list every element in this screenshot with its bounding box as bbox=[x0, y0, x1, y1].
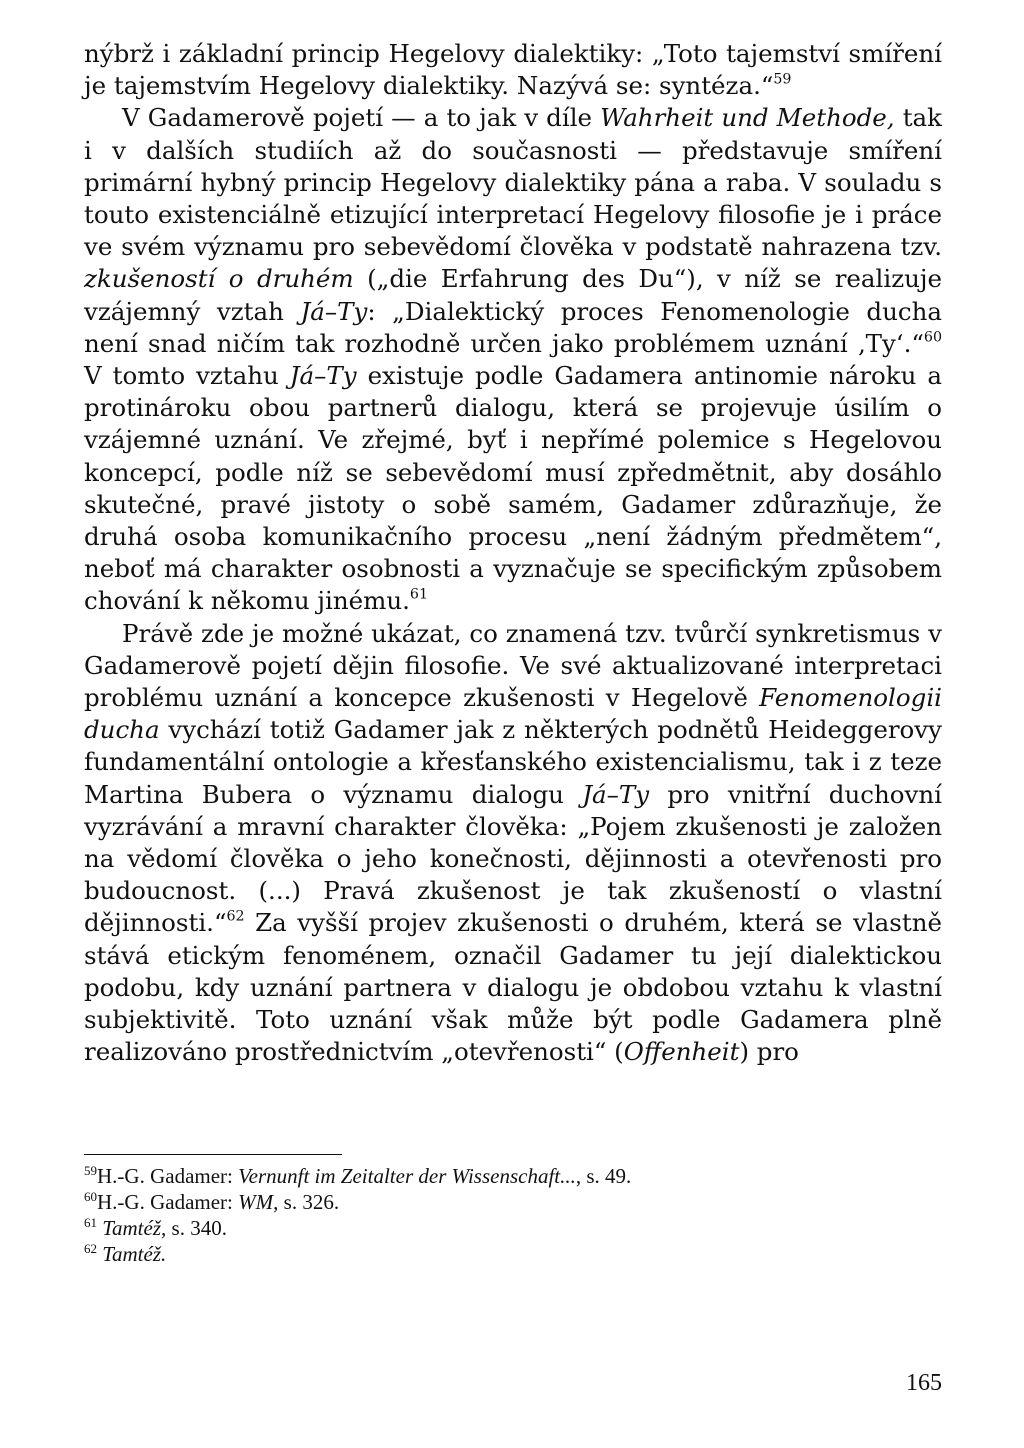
italic-ja-ty: Já–Ty bbox=[289, 361, 357, 391]
italic-title-wahrheit: Wahrheit und Methode, bbox=[600, 103, 895, 133]
footnote-title: Tamtéž. bbox=[102, 1242, 167, 1266]
footnote-page: , s. 49. bbox=[575, 1164, 632, 1188]
footnote-59 bbox=[84, 1163, 942, 1189]
text-run: („die Erfahrung des Du“), v níž se realizuje vzájemný vztah bbox=[84, 264, 942, 326]
footnote-author: H.-G. Gadamer: bbox=[97, 1190, 233, 1214]
footnote-number: 62 bbox=[84, 1241, 98, 1257]
text-run: vychází totiž Gadamer jak z některých podnětů Heideggerovy fundamentální ontologie a křesťanského existencialismu, tak i z teze Martina Bubera o významu dialogu bbox=[84, 715, 942, 809]
footnote-page: s. 326. bbox=[283, 1190, 340, 1214]
footnote-61 bbox=[84, 1215, 942, 1241]
footnote-62 bbox=[84, 1241, 942, 1267]
text-run: pro vnitřní duchovní vyzrávání a mravní charakter člověka: „Pojem zkušenosti je založen na vědomí člověka o jeho konečnosti, dějinnosti a otevřenosti pro budoucnost. (...) Pravá zkušenost je tak zkušeností o vlastní dějinnosti.“ bbox=[84, 779, 942, 938]
footnote-divider bbox=[84, 1154, 342, 1155]
footnote-ref-59[interactable]: 59 bbox=[773, 71, 792, 88]
page-number: 165 bbox=[906, 1370, 942, 1396]
paragraph-2 bbox=[84, 618, 942, 1069]
text-run: tak i v dalších studiích až do současnosti — představuje smíření primární hybný princip Hegelovy dialektiky pána a raba. V souladu s touto existenciálně etizující interpretací Hegelovy filosofie je i práce ve svém významu pro sebevědomí člověka v podstatě nahrazena tzv. bbox=[84, 103, 942, 262]
italic-ja-ty: Já–Ty bbox=[300, 296, 368, 326]
footnote-number: 59 bbox=[84, 1163, 98, 1179]
italic-ja-ty: Já–Ty bbox=[582, 779, 650, 809]
footnote-ref-62[interactable]: 62 bbox=[226, 908, 245, 925]
footnote-number: 61 bbox=[84, 1215, 98, 1231]
italic-offenheit: Offenheit bbox=[623, 1037, 740, 1067]
italic-term: zkušeností o druhém bbox=[84, 264, 354, 294]
text-run: ) pro bbox=[739, 1037, 799, 1067]
footnote-number: 60 bbox=[84, 1189, 98, 1205]
footnote-title: Tamtéž, bbox=[102, 1216, 167, 1240]
main-text bbox=[84, 38, 942, 1069]
footnote-title: WM, bbox=[238, 1190, 279, 1214]
paragraph-1 bbox=[84, 38, 942, 618]
text-run: Za vyšší projev zkušenosti o druhém, která se vlastně stává etickým fenoménem, označil Gadamer tu její dialektickou podobu, kdy uznání partnera v dialogu je obdobou vztahu k vlastní subjektivitě. Toto uznání však může být podle Gadamera plně realizováno prostřednictvím „otevřenosti“ ( bbox=[84, 908, 942, 1067]
footnote-title: Vernunft im Zeitalter der Wissenschaft... bbox=[238, 1164, 576, 1188]
text-run: existuje podle Gadamera antinomie nároku a protinároku obou partnerů dialogu, která se projevuje úsilím o vzájemné uznání. Ve zřejmé, byť i nepřímé polemice s Hegelovou koncepcí, podle níž se sebevědomí musí zpředmětnit, aby dosáhlo skutečné, pravé jistoty o sobě samém, Gadamer zdůrazňuje, že druhá osoba komunikačního procesu „není žádným předmětem“, neboť má charakter osobnosti a vyznačuje se specifickým způsobem chování k někomu jinému. bbox=[84, 361, 942, 616]
footnote-author: H.-G. Gadamer: bbox=[97, 1164, 233, 1188]
footnote-ref-60[interactable]: 60 bbox=[923, 329, 942, 346]
footnotes bbox=[84, 1163, 942, 1267]
text-run: Právě zde je možné ukázat, co znamená tzv. tvůrčí synkretismus v Gadamerově pojetí dějin filosofie. Ve své aktualizované interpretaci problému uznání a koncepce zkušenosti v Hegelově bbox=[84, 618, 942, 713]
text-run: nýbrž i základní princip Hegelovy dialektiky: „Toto tajemství smíření je tajemstvím Hegelovy dialektiky. Nazývá se: syntéza.“ bbox=[84, 39, 942, 101]
text-run: V tomto vztahu bbox=[84, 361, 279, 391]
footnote-60 bbox=[84, 1189, 942, 1215]
italic-title-fenomenologie: Fenomenologii ducha bbox=[84, 683, 942, 745]
text-run: : „Dialektický proces Fenomenologie ducha není snad ničím tak rozhodně určen jako problémem uznání ‚Ty‘.“ bbox=[84, 296, 942, 358]
footnote-page: s. 340. bbox=[171, 1216, 227, 1240]
footnote-ref-61[interactable]: 61 bbox=[409, 586, 428, 603]
text-run: V Gadamerově pojetí — a to jak v díle bbox=[122, 103, 593, 133]
